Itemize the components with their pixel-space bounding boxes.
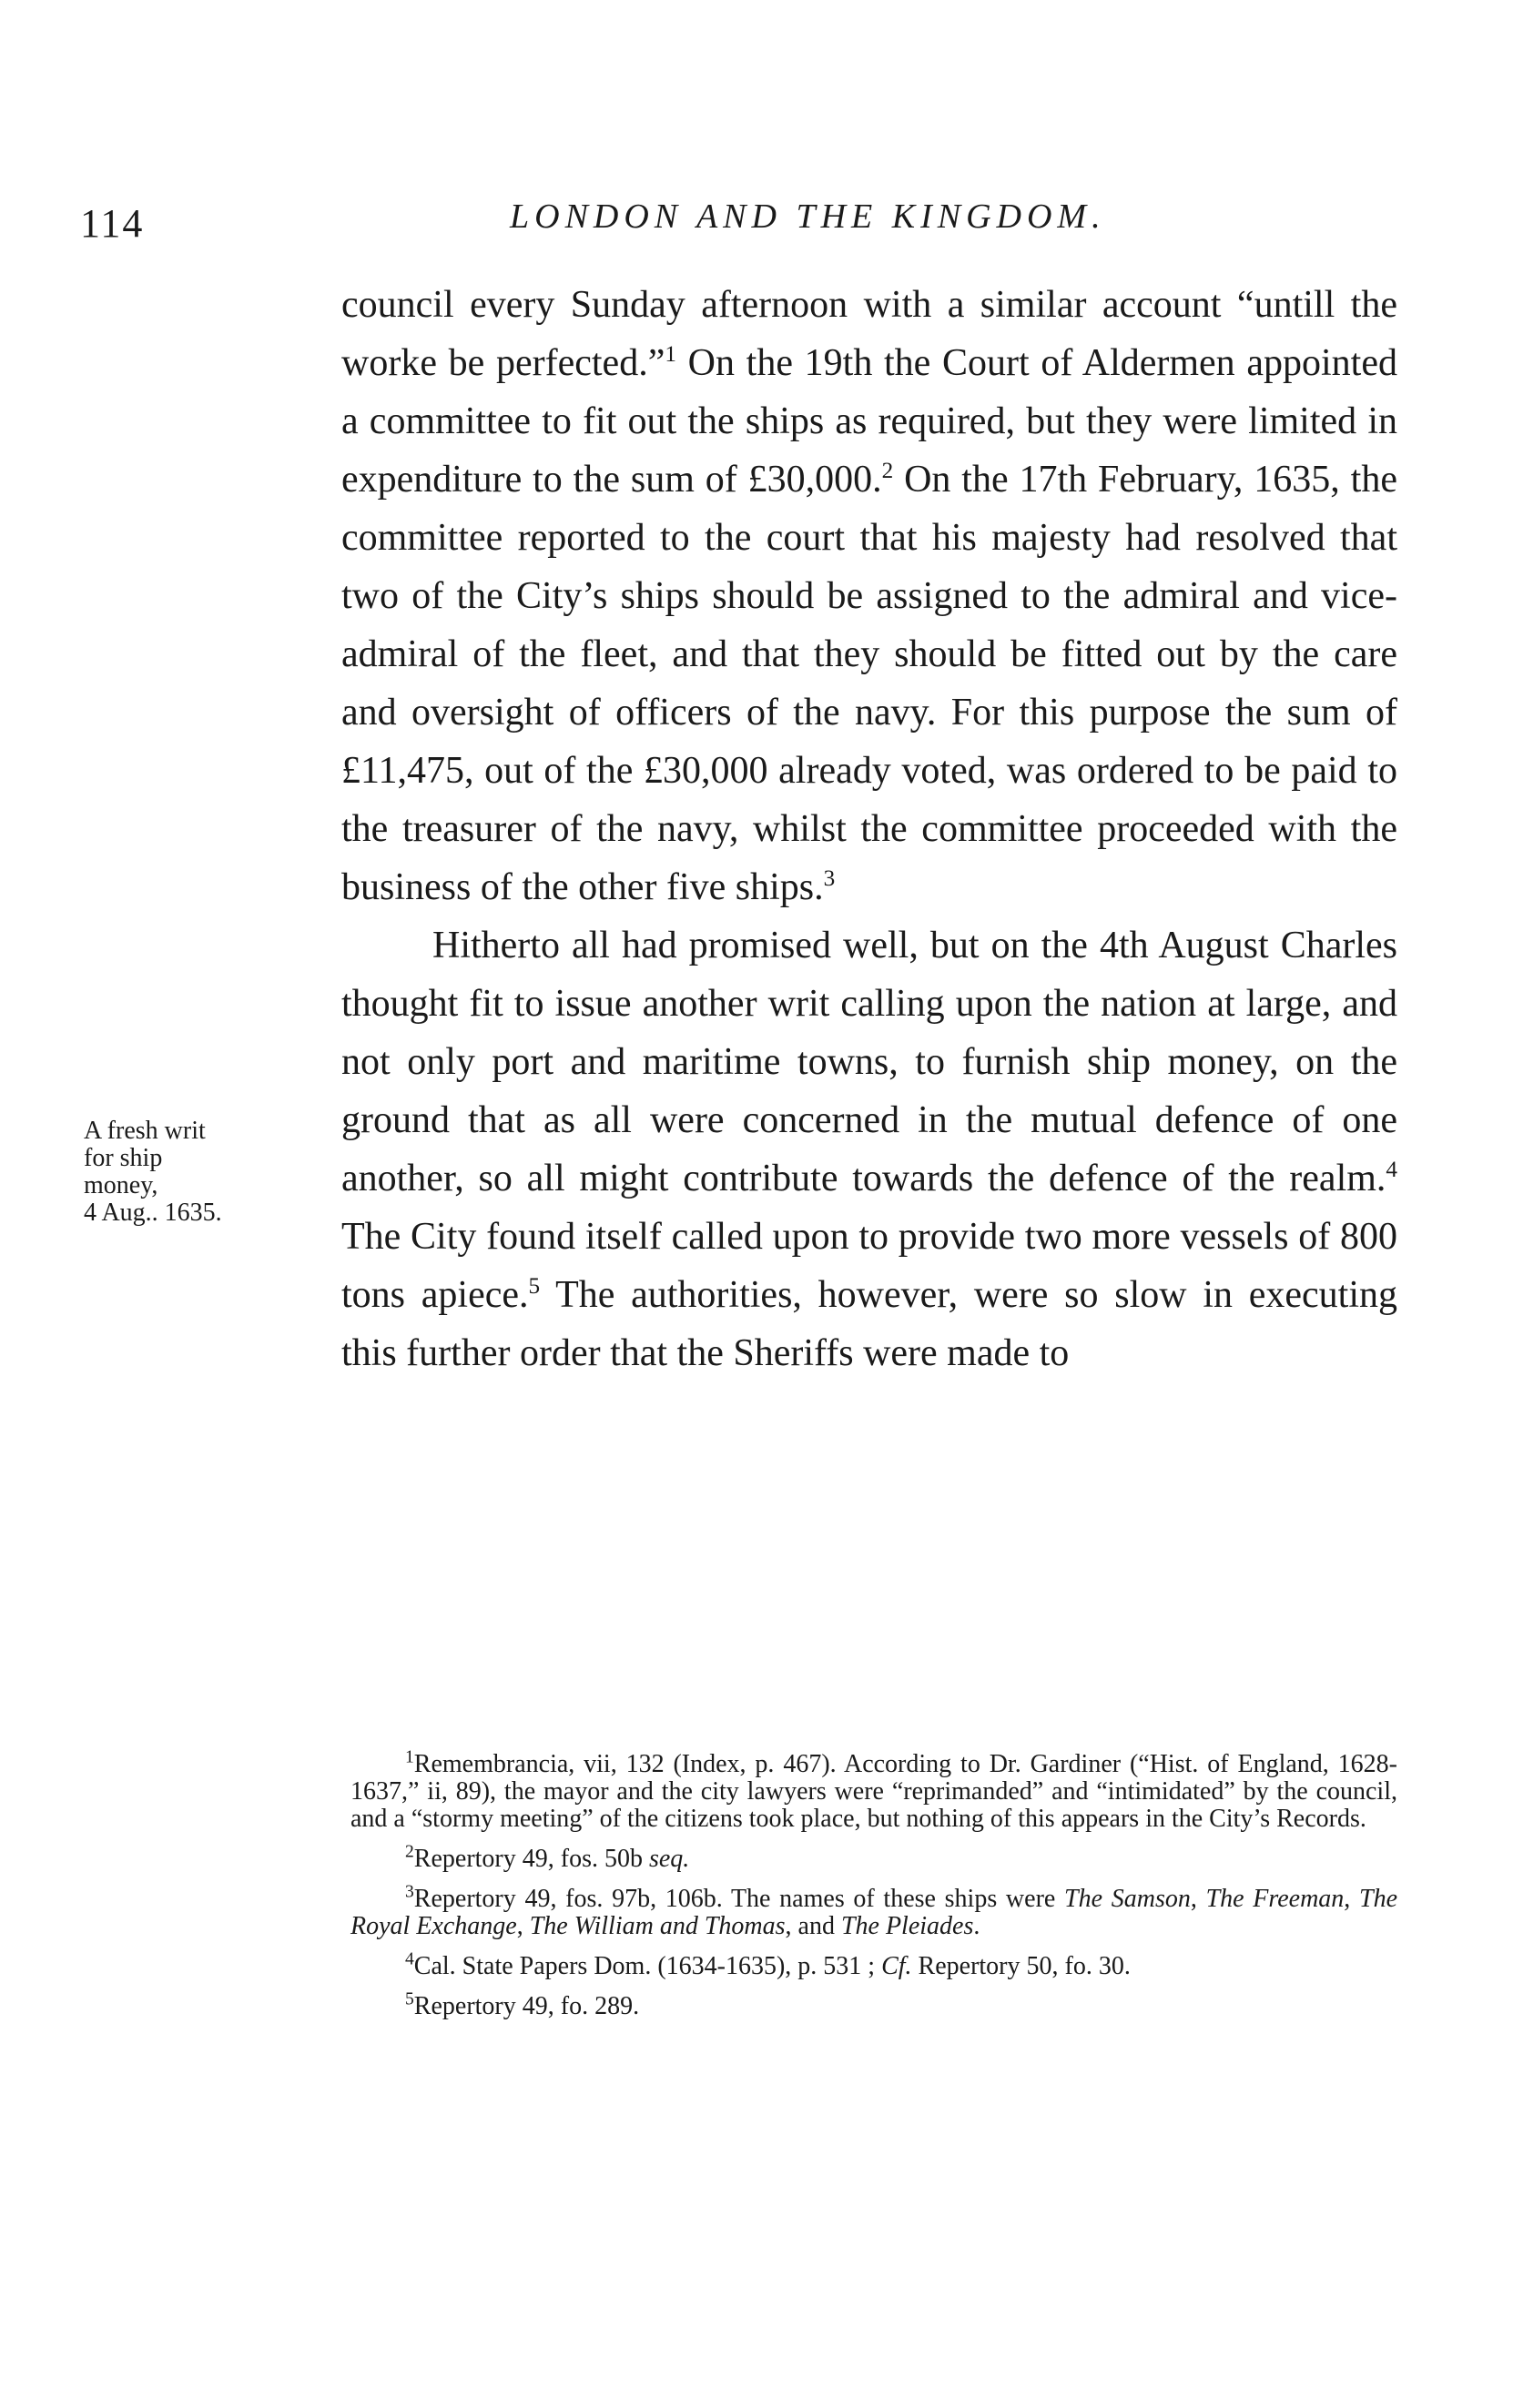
- text-run: The authorities, however, were so slow in executing this further order that the Sheriffs were made to: [341, 1274, 1398, 1374]
- ship-name: The Pleiades: [840, 1912, 974, 1940]
- text-run: Hitherto all had promised well, but on the 4th August Charles thought fit to issue another writ calling upon the nation at large, and not only port and maritime towns, to furnish ship money, on the ground that as all were concerned in the mutual defence of one another, so all might contribute towards the defence of the realm.: [341, 925, 1397, 1199]
- separator: .: [973, 1912, 980, 1940]
- footnote-reference: 3: [823, 866, 836, 891]
- footnote-text: Cal. State Papers Dom. (1634-1635), p. 531 ;: [413, 1952, 882, 1980]
- footnote-reference: 5: [528, 1274, 541, 1299]
- separator: ,: [1344, 1885, 1359, 1913]
- footnote-mark: 4: [405, 1949, 414, 1969]
- footnote-text: Repertory 50, fo. 30.: [911, 1952, 1131, 1980]
- footnote-4: [350, 1949, 1397, 1980]
- running-title: LONDON AND THE KINGDOM.: [510, 197, 1106, 236]
- margin-note: [84, 1118, 311, 1227]
- ship-name: The Royal Exchange: [350, 1885, 1397, 1940]
- footnote-text: Repertory 49, fos. 50b: [413, 1845, 649, 1873]
- main-text: [341, 276, 1397, 1382]
- footnote-italic: seq.: [648, 1845, 690, 1873]
- paragraph: [341, 276, 1397, 916]
- ship-name: The William and Thomas: [529, 1912, 786, 1940]
- footnote-text: Remembrancia, vii, 132 (Index, p. 467). According to Dr. Gardiner (“Hist. of England, 1628-1637,” ii, 89), the mayor and the city lawyers were “reprimanded” and “intimidated” by the council, and a “stormy meeting” of the citizens took place, but nothing of this appears in the City’s Records.: [350, 1750, 1397, 1833]
- separator: ,: [516, 1912, 530, 1940]
- margin-note-line: money,: [84, 1171, 158, 1199]
- text-run: council every Sunday afternoon with a similar account “untill the worke be perfected.”: [341, 284, 1397, 384]
- footnote-5: [350, 1989, 1397, 2020]
- footnote-mark: 5: [405, 1989, 414, 2009]
- text-run: The City found itself called upon to provide two more vessels of 800 tons apiece.: [341, 1216, 1397, 1316]
- separator: , and: [785, 1912, 841, 1940]
- text-run: On the 19th the Court of Aldermen appointed a committee to fit out the ships as required, but they were limited in expenditure to the sum of £30,000.: [341, 342, 1397, 501]
- ship-name: The Samson: [1064, 1885, 1191, 1913]
- footnote-reference: 2: [881, 459, 894, 483]
- paragraph: [341, 916, 1397, 1382]
- footnote-3: [350, 1882, 1397, 1940]
- footnote-2: [350, 1842, 1397, 1873]
- footnote-italic: Cf.: [881, 1952, 912, 1980]
- margin-note-line: for ship: [84, 1144, 163, 1172]
- footnote-reference: 4: [1386, 1158, 1397, 1182]
- footnote-reference: 1: [665, 342, 676, 367]
- margin-note-line: 4 Aug.. 1635.: [84, 1199, 222, 1227]
- page-number: 114: [80, 201, 145, 246]
- text-run: On the 17th February, 1635, the committee reported to the court that his majesty had resolved that two of the City’s ships should be assigned to the admiral and vice-admiral of the fleet, and that they should be fitted out by the care and oversight of officers of the navy. For this purpose the sum of £11,475, out of the £30,000 already voted, was ordered to be paid to the treasurer of the navy, whilst the committee proceeded with the business of the other five ships.: [341, 459, 1397, 908]
- footnote-text: Repertory 49, fo. 289.: [413, 1992, 640, 2020]
- ship-name: The Freeman: [1205, 1885, 1345, 1913]
- footnotes: [350, 1747, 1397, 2033]
- footnote-mark: 1: [405, 1747, 414, 1767]
- separator: ,: [1190, 1885, 1206, 1913]
- footnote-text: Repertory 49, fos. 97b, 106b. The names of these ships were: [413, 1885, 1065, 1913]
- footnote-mark: 3: [405, 1882, 414, 1902]
- footnote-mark: 2: [405, 1842, 414, 1862]
- footnote-1: [350, 1747, 1397, 1833]
- margin-note-line: A fresh writ: [84, 1117, 206, 1145]
